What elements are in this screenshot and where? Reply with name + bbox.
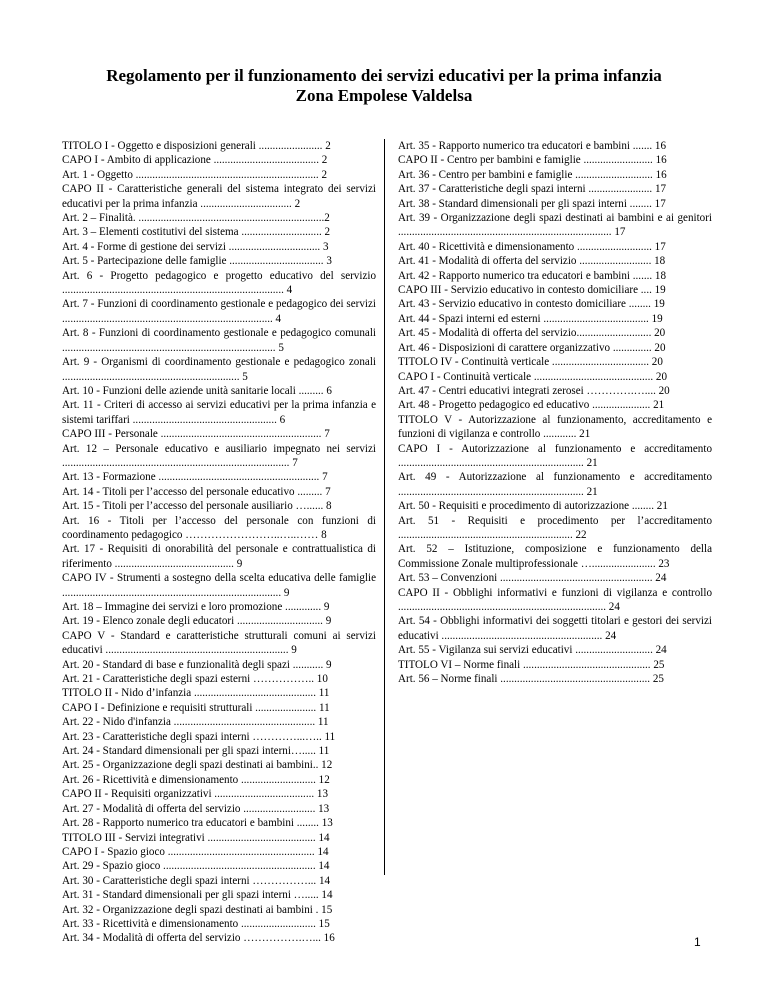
- toc-entry: Art. 52 – Istituzione, composizione e funzionamento della Commissione Zonale multiprofessionale …....................... 23: [398, 543, 712, 570]
- toc-entry: Art. 16 - Titoli per l’accesso del personale con funzioni di coordinamento pedagogico ……………………..…..…… 8: [62, 514, 376, 541]
- toc-entry: Art. 2 – Finalità. ...................................................................2: [62, 212, 330, 225]
- toc-entry: CAPO II - Requisiti organizzativi .................................... 13: [62, 788, 329, 801]
- toc-entry: Art. 10 - Funzioni delle aziende unità sanitarie locali ......... 6: [62, 384, 332, 397]
- toc-entry: Art. 34 - Modalità di offerta del servizio …………….…... 16: [62, 932, 335, 945]
- toc-entry: Art. 30 - Caratteristiche degli spazi interni ……………... 14: [62, 874, 331, 887]
- toc-entry: Art. 56 – Norme finali ...................................................... 25: [398, 673, 664, 686]
- toc-entry: Art. 20 - Standard di base e funzionalità degli spazi ........... 9: [62, 658, 332, 671]
- toc-entry: Art. 12 – Personale educativo e ausiliario impegnato nei servizi .................................................................................. 7: [62, 442, 376, 469]
- toc-entry: Art. 41 - Modalità di offerta del servizio .......................... 18: [398, 255, 666, 268]
- toc-entry: TITOLO V - Autorizzazione al funzionamento, accreditamento e funzioni di vigilanza e controllo ............ 21: [398, 413, 712, 441]
- toc-entry: Art. 51 - Requisiti e procedimento per l’accreditamento ............................................................... 22: [398, 514, 712, 541]
- toc-entry: CAPO III - Servizio educativo in contesto domiciliare .... 19: [398, 284, 666, 297]
- toc-entry: CAPO II - Obblighi informativi e funzioni di vigilanza e controllo ........................................................................... 24: [398, 586, 712, 613]
- toc-right-column: [398, 139, 712, 686]
- toc-entry: Art. 8 - Funzioni di coordinamento gestionale e pedagogico comunali ............................................................................. 5: [62, 327, 376, 354]
- toc-entry: CAPO I - Autorizzazione al funzionamento e accreditamento ................................................................... 21: [398, 442, 712, 469]
- toc-entry: Art. 1 - Oggetto .................................................................. 2: [62, 168, 328, 181]
- toc-entry: TITOLO I - Oggetto e disposizioni generali ....................... 2: [62, 140, 331, 152]
- title-line-2: Zona Empolese Valdelsa: [295, 86, 473, 105]
- toc-entry: Art. 42 - Rapporto numerico tra educatori e bambini ....... 18: [398, 269, 667, 282]
- toc-entry: Art. 11 - Criteri di accesso ai servizi educativi per la prima infanzia e sistemi tariffari .................................................... 6: [62, 399, 376, 426]
- toc-entry: Art. 23 - Caratteristiche degli spazi interni …………...….. 11: [62, 730, 336, 743]
- toc-entry: Art. 44 - Spazi interni ed esterni ...................................... 19: [398, 312, 663, 325]
- toc-entry: TITOLO VI – Norme finali .............................................. 25: [398, 658, 665, 671]
- toc-entry: Art. 6 - Progetto pedagogico e progetto educativo del servizio ................................................................................ 4: [62, 269, 376, 297]
- toc-entry: Art. 19 - Elenco zonale degli educatori ............................... 9: [62, 615, 332, 628]
- toc-entry: Art. 29 - Spazio gioco ....................................................... 14: [62, 860, 330, 873]
- toc-entry: Art. 37 - Caratteristiche degli spazi interni ....................... 17: [398, 183, 667, 196]
- toc-entry: Art. 22 - Nido d'infanzia ................................................... 11: [62, 716, 329, 729]
- toc-entry: CAPO II - Caratteristiche generali del sistema integrato dei servizi educativi per la prima infanzia ................................. 2: [62, 183, 376, 210]
- toc-entry: Art. 32 - Organizzazione degli spazi destinati ai bambini . 15: [62, 903, 333, 916]
- toc-entry: CAPO III - Personale .......................................................... 7: [62, 428, 330, 441]
- toc-entry: CAPO I - Continuità verticale ........................................... 20: [398, 370, 667, 383]
- toc-entry: TITOLO IV - Continuità verticale ................................... 20: [398, 356, 663, 369]
- toc-entry: Art. 31 - Standard dimensionali per gli spazi interni …..... 14: [62, 889, 333, 902]
- toc-entry: Art. 43 - Servizio educativo in contesto domiciliare ........ 19: [398, 298, 665, 311]
- toc-entry: CAPO II - Centro per bambini e famiglie ......................... 16: [398, 154, 667, 167]
- toc-entry: Art. 55 - Vigilanza sui servizi educativi ............................ 24: [398, 644, 667, 657]
- toc-entry: Art. 4 - Forme di gestione dei servizi ................................. 3: [62, 240, 329, 253]
- toc-entry: Art. 45 - Modalità di offerta del servizio........................... 20: [398, 327, 666, 340]
- toc-entry: Art. 53 – Convenzioni ....................................................... 24: [398, 572, 667, 585]
- toc-entry: Art. 15 - Titoli per l’accesso del personale ausiliario …...... 8: [62, 500, 332, 513]
- toc-entry: Art. 24 - Standard dimensionali per gli spazi interni…..... 11: [62, 745, 330, 758]
- toc-entry: Art. 3 – Elementi costitutivi del sistema ............................. 2: [62, 226, 331, 239]
- toc-entry: TITOLO III - Servizi integrativi ....................................... 14: [62, 831, 330, 844]
- toc-entry: CAPO I - Definizione e requisiti strutturali ...................... 11: [62, 701, 330, 714]
- toc-entry: Art. 18 – Immagine dei servizi e loro promozione ............. 9: [62, 601, 330, 613]
- toc-entry: Art. 40 - Ricettività e dimensionamento ........................... 17: [398, 240, 666, 253]
- toc-entry: Art. 9 - Organismi di coordinamento gestionale e pedagogico zonali ................................................................ 5: [62, 356, 376, 383]
- page-number: 1: [694, 935, 701, 949]
- toc-entry: Art. 39 - Organizzazione degli spazi destinati ai bambini e ai genitori ............................................................................. 17: [398, 212, 712, 239]
- toc-entry: CAPO IV - Strumenti a sostegno della scelta educativa delle famiglie ............................................................................... 9: [62, 572, 376, 599]
- toc-entry: Art. 54 - Obblighi informativi dei soggetti titolari e gestori dei servizi educativi .......................................................... 24: [398, 615, 712, 642]
- toc-entry: Art. 7 - Funzioni di coordinamento gestionale e pedagogico dei servizi ............................................................................ 4: [62, 298, 376, 325]
- toc-entry: Art. 17 - Requisiti di onorabilità del personale e contrattualistica di riferimento ........................................... 9: [62, 543, 376, 570]
- toc-entry: Art. 49 - Autorizzazione al funzionamento e accreditamento ................................................................... 21: [398, 471, 712, 498]
- toc-entry: TITOLO II - Nido d’infanzia ............................................ 11: [62, 687, 330, 700]
- toc-entry: Art. 46 - Disposizioni di carattere organizzativo .............. 20: [398, 341, 666, 354]
- toc-entry: Art. 26 - Ricettività e dimensionamento ........................... 12: [62, 773, 330, 786]
- toc-entry: Art. 48 - Progetto pedagogico ed educativo ..................... 21: [398, 399, 665, 412]
- title-line-1: Regolamento per il funzionamento dei servizi educativi per la prima infanzia: [106, 66, 662, 85]
- toc-left-column: [62, 139, 385, 945]
- toc-entry: Art. 36 - Centro per bambini e famiglie ............................ 16: [398, 168, 667, 181]
- toc-entry: Art. 14 - Titoli per l’accesso del personale educativo ......... 7: [62, 485, 331, 498]
- toc-entry: Art. 50 - Requisiti e procedimento di autorizzazione ........ 21: [398, 500, 668, 513]
- toc-entry: Art. 21 - Caratteristiche degli spazi esterni …………….. 10: [62, 673, 328, 686]
- toc-entry: Art. 13 - Formazione .......................................................... 7: [62, 471, 328, 484]
- page-title: [0, 66, 768, 106]
- toc-entry: Art. 27 - Modalità di offerta del servizio .......................... 13: [62, 802, 330, 815]
- toc-entry: Art. 25 - Organizzazione degli spazi destinati ai bambini.. 12: [62, 759, 333, 772]
- toc-entry: Art. 47 - Centri educativi integrati zerosei ………….….... 20: [398, 384, 670, 397]
- toc-entry: CAPO I - Ambito di applicazione ...................................... 2: [62, 154, 328, 167]
- toc-entry: CAPO V - Standard e caratteristiche strutturali comuni ai servizi educativi .................................................................. 9: [62, 629, 376, 657]
- toc-entry: Art. 33 - Ricettività e dimensionamento ........................... 15: [62, 917, 330, 930]
- toc-entry: Art. 5 - Partecipazione delle famiglie .................................. 3: [62, 255, 332, 268]
- toc-entry: Art. 35 - Rapporto numerico tra educatori e bambini ....... 16: [398, 140, 667, 152]
- toc-entry: Art. 28 - Rapporto numerico tra educatori e bambini ........ 13: [62, 817, 333, 830]
- toc-entry: CAPO I - Spazio gioco ..................................................... 14: [62, 845, 329, 858]
- toc-entry: Art. 38 - Standard dimensionali per gli spazi interni ........ 17: [398, 197, 666, 210]
